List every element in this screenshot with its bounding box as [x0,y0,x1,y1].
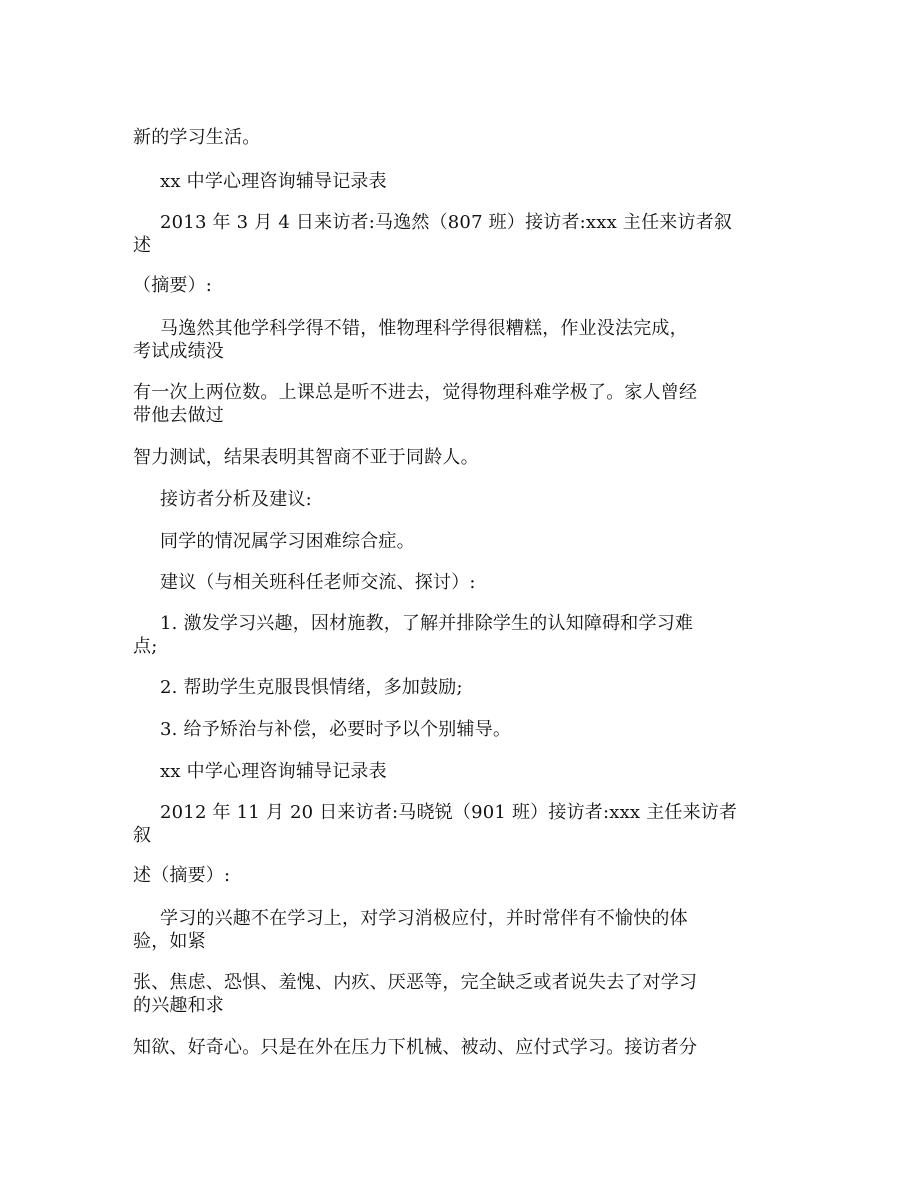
record-header-line: 叙 [133,825,152,846]
record-header-line: 述 [133,235,152,256]
text-line: 马逸然其他学科学得不错，惟物理科学得很糟糕，作业没法完成， [160,318,688,339]
text-line: 建议（与相关班科任老师交流、探讨）: [160,572,476,593]
summary-label: 述（摘要）: [133,865,231,886]
record-header-line: 2012 年 11 月 20 日来访者:马晓锐（901 班）接访者:xxx 主任来访者 [160,802,738,823]
record-title: xx 中学心理咨询辅导记录表 [160,761,387,782]
text-line: 的兴趣和求 [133,995,224,1016]
text-line: 同学的情况属学习困难综合症。 [160,531,415,552]
record-title: xx 中学心理咨询辅导记录表 [160,171,387,192]
text-line: 考试成绩没 [133,341,224,362]
record-header-line: 2013 年 3 月 4 日来访者:马逸然（807 班）接访者:xxx 主任来访者叙 [160,212,733,233]
text-line: 新的学习生活。 [133,127,261,148]
summary-label: （摘要）: [133,275,213,296]
text-line: 学习的兴趣不在学习上，对学习消极应付，并时常伴有不愉快的体 [160,908,688,929]
list-item: 1. 激发学习兴趣，因材施教，了解并排除学生的认知障碍和学习难 [160,613,694,634]
text-line: 有一次上两位数。上课总是听不进去，觉得物理科难学极了。家人曾经 [133,382,698,403]
text-line: 带他去做过 [133,405,224,426]
section-heading: 接访者分析及建议: [160,489,312,510]
text-line: 智力测试，结果表明其智商不亚于同龄人。 [133,447,479,468]
list-item: 2. 帮助学生克服畏惧情绪，多加鼓励; [160,677,463,698]
text-line: 知欲、好奇心。只是在外在压力下机械、被动、应付式学习。接访者分 [133,1037,698,1058]
list-item: 点; [133,636,158,657]
text-line: 张、焦虑、恐惧、羞愧、内疚、厌恶等，完全缺乏或者说失去了对学习 [133,972,698,993]
text-line: 验，如紧 [133,931,206,952]
list-item: 3. 给予矫治与补偿，必要时予以个别辅导。 [160,719,512,740]
